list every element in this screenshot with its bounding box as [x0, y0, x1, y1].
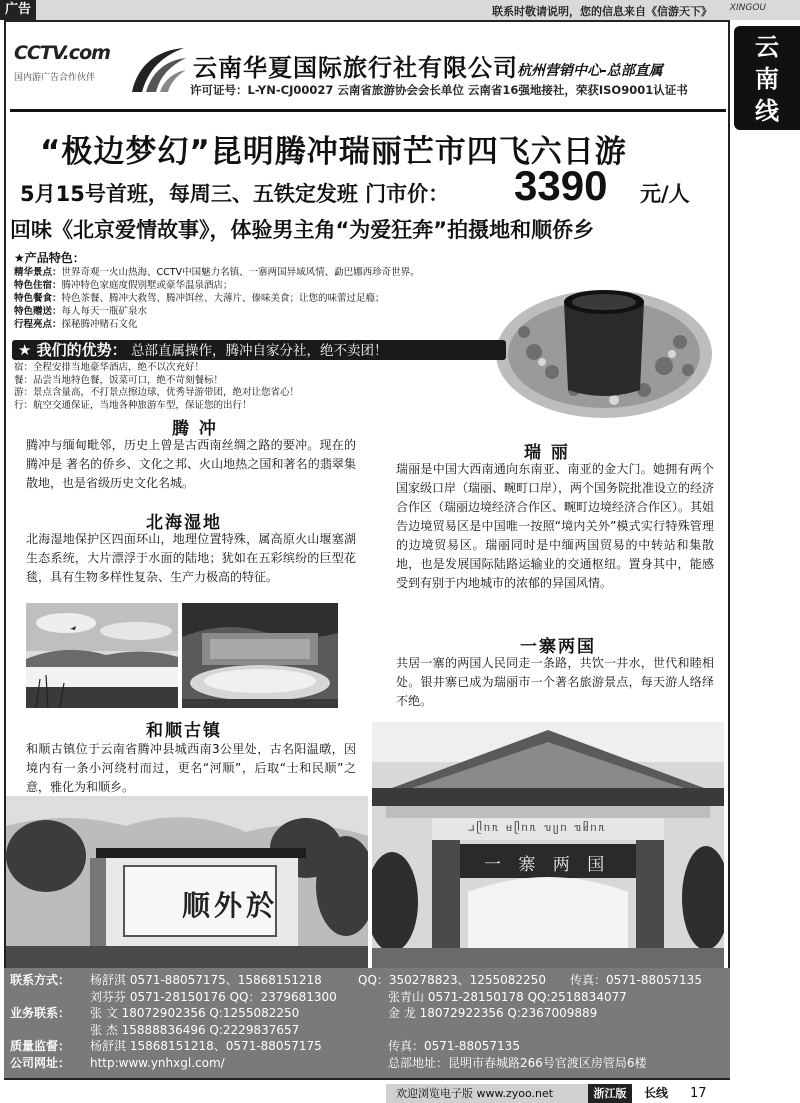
contact-phone: 张青山 0571-28150178 QQ:2518834077: [388, 989, 627, 1004]
food-photo: [494, 262, 714, 422]
page-number: 17: [690, 1086, 707, 1101]
wall-inscription: 顺外於: [182, 889, 279, 922]
contact-fax: 传真：0571-88057135: [570, 973, 702, 987]
beihai-title: 北海湿地: [146, 513, 222, 533]
tour-headline: “极边梦幻”昆明腾冲瑞丽芒市四飞六日游: [40, 134, 627, 170]
feature-key: 特色餐食：: [14, 293, 62, 304]
feature-row: [14, 305, 504, 318]
ad-label: 广告: [0, 0, 36, 20]
feature-value: 每人每天一瓶矿泉水: [61, 306, 148, 317]
feature-key: 特色住宿：: [14, 280, 62, 291]
contact-line: [10, 989, 724, 1006]
contact-phone: 刘芬芬 0571-28150176 QQ：2379681300: [90, 989, 337, 1004]
brand-logo: XINGOU: [729, 3, 766, 13]
beihai-body: 北海湿地保护区四面环山，地理位置特殊，属高原火山堰塞湖生态系统，大片漂浮于水面的陆地；犹如在五彩缤纷的巨型花毯，具有生物多样性复杂、生产力极高的特征。: [26, 532, 356, 584]
gate-script: ᥘᥫᥒᥰ ᥛᥫᥒᥰ ᥔᥩᥒ ᥓᥤᥒᥰ: [468, 821, 608, 834]
source-notice: 联系时敬请说明，您的信息来自《信游天下》: [492, 5, 712, 18]
advantage-text: 总部直属操作，腾冲自家分社，绝不卖团！: [130, 343, 388, 359]
feature-value: 世界奇观一火山热海、CCTV中国魅力名镇、一寨两国异域风情、勐巴娜西珍奇世界。: [61, 267, 420, 278]
section-name: 长线: [644, 1086, 669, 1100]
company-swirl-logo: [124, 44, 188, 96]
tengchong-body: 腾冲与缅甸毗邻，历史上曾是古西南丝绸之路的要冲。现在的腾冲是 著名的侨乡、文化之邦、火山地热之国和著名的翡翠集散地，也是省级历史文化名城。: [26, 438, 356, 490]
contact-line: [10, 1005, 724, 1022]
top-bar: [0, 0, 800, 20]
price-value: 3390: [514, 162, 608, 209]
wetland-photo-2: [182, 603, 338, 708]
advantage-item: 餐：品尝当地特色餐，饭菜可口，绝不苛刻餐标！: [14, 374, 224, 386]
contact-line: [10, 1055, 724, 1072]
region-tab-char: 云: [755, 33, 779, 61]
feature-value: 特色茶餐、腾冲大救驾、腾冲饵丝、大薄片、傣味美食；让您的味蕾过足瘾；: [61, 293, 385, 304]
border-gate-photo: [372, 722, 724, 968]
departure-dates: 5月15号首班，每周三、五铁定发班 门市价：: [20, 182, 450, 206]
tengchong-title: 腾 冲: [172, 419, 218, 439]
advantage-item: 行：航空交通保证，当地各种旅游车型，保证您的出行！: [14, 399, 252, 411]
region-tab: [734, 26, 800, 130]
heshun-body: 和顺古镇位于云南省腾冲县城西南3公里处，古名阳温暾，因境内有一条小河绕村而过，更名“河顺”，后取“士和民顺”之意，雅化为和顺乡。: [26, 742, 356, 794]
contact-qq: QQ：350278823、1255082250: [358, 973, 546, 987]
contact-line: [10, 972, 724, 989]
heshun-photo: [6, 796, 368, 968]
contact-line: [10, 1038, 724, 1055]
heshun-photo-bg: [6, 796, 368, 968]
header-divider: [10, 109, 726, 112]
company-website-link[interactable]: http:www.ynhxgl.com/: [90, 1055, 225, 1070]
contact-panel: [4, 968, 730, 1078]
heshun-title: 和顺古镇: [146, 721, 222, 741]
feature-key: 精华景点：: [14, 267, 62, 278]
wetland-photo-1: [26, 603, 178, 708]
gate-sign: 一 寨 两 国: [484, 855, 611, 875]
company-name: 云南华夏国际旅行社有限公司: [193, 54, 518, 82]
border-gate-photo-bg: [372, 722, 724, 968]
advantage-list: [14, 362, 504, 412]
web-edition-link[interactable]: 欢迎浏览电子版 www.zyoo.net: [386, 1084, 604, 1103]
features-title: ★产品特色：: [14, 251, 85, 265]
hq-address: 总部地址：昆明市春城路266号官渡区房管局6楼: [388, 1055, 647, 1070]
contact-phone: 张 杰 15888836496 Q:2229837657: [90, 1022, 300, 1037]
advantage-item: 游：景点含量高，不打景点擦边球，优秀导游带团，绝对让您省心！: [14, 387, 300, 398]
contact-label: 公司网址：: [10, 1055, 71, 1070]
yizhai-body: 共居一寨的两国人民同走一条路，共饮一井水，世代和睦相处。银井寨已成为瑞丽市一个著名旅游景点，每天游人络绎不绝。: [396, 656, 714, 708]
yizhai-title: 一寨两国: [520, 637, 596, 657]
company-subtitle: 杭州营销中心-总部直属: [517, 63, 663, 79]
feature-row: [14, 318, 504, 331]
feature-value: 腾冲特色家庭度假别墅或豪华温泉酒店；: [61, 280, 233, 291]
feature-row: [14, 279, 504, 292]
contact-phone: 金 龙 18072922356 Q:2367009889: [388, 1006, 598, 1020]
contact-phone: 杨舒淇 15868151218、0571-88057175: [90, 1039, 322, 1053]
ruili-body: 瑞丽是中国大西南通向东南亚、南亚的金大门。她拥有两个国家级口岸（瑞丽、畹町口岸），两个国务院批准设立的经济合作区（瑞丽边境经济合作区、畹町边境经济合作区）。其姐告边境贸易区是中国唯一按照“境内关外”模式实行特殊管理的边境贸易区。瑞丽同时是中缅两国贸易的中转站和集散地，也是发展国际陆路运输业的交通枢纽。置身其中，能感受到有别于内地城市的浓郁的异国风情。: [396, 462, 715, 590]
contact-label: 联系方式：: [10, 973, 71, 987]
ruili-title: 瑞 丽: [524, 443, 570, 463]
price-unit: 元/人: [640, 182, 690, 206]
product-features: [14, 252, 504, 331]
feature-key: 行程亮点：: [14, 319, 62, 330]
contact-line: [10, 1022, 724, 1039]
cctv-logo-subtext: 国内游广告合作伙伴: [14, 73, 96, 83]
cctv-logo-text: CCTV.com: [14, 42, 110, 64]
contact-label: 业务联系：: [10, 1006, 71, 1020]
cctv-logo: [14, 42, 124, 98]
tour-subline: 回味《北京爱情故事》，体验男主角“为爱狂奔”拍摄地和顺侨乡: [10, 218, 595, 242]
advantage-label: ★ 我们的优势：: [18, 341, 127, 359]
region-tab-char: 南: [755, 65, 779, 93]
advantage-item: 宿：全程安排当地豪华酒店，绝不以次充好！: [14, 362, 205, 373]
feature-key: 特色赠送：: [14, 306, 62, 317]
contact-phone: 杨舒淇 0571-88057175、15868151218: [90, 973, 322, 987]
region-tab-char: 线: [755, 97, 779, 125]
region-edition: 浙江版: [588, 1084, 632, 1103]
contact-fax: 传真：0571-88057135: [388, 1039, 520, 1053]
feature-value: 探秘腾冲赌石文化: [61, 319, 138, 330]
license-line: 许可证号：L-YN-CJ00027 云南省旅游协会会长单位 云南省16强地接社，荣获ISO9001认证书: [190, 83, 688, 97]
advantage-bar: [12, 340, 506, 360]
contact-phone: 张 文 18072902356 Q:1255082250: [90, 1006, 300, 1020]
feature-row: [14, 266, 504, 279]
contact-label: 质量监督：: [10, 1039, 71, 1053]
feature-row: [14, 292, 504, 305]
bottom-bar: [0, 1084, 800, 1103]
